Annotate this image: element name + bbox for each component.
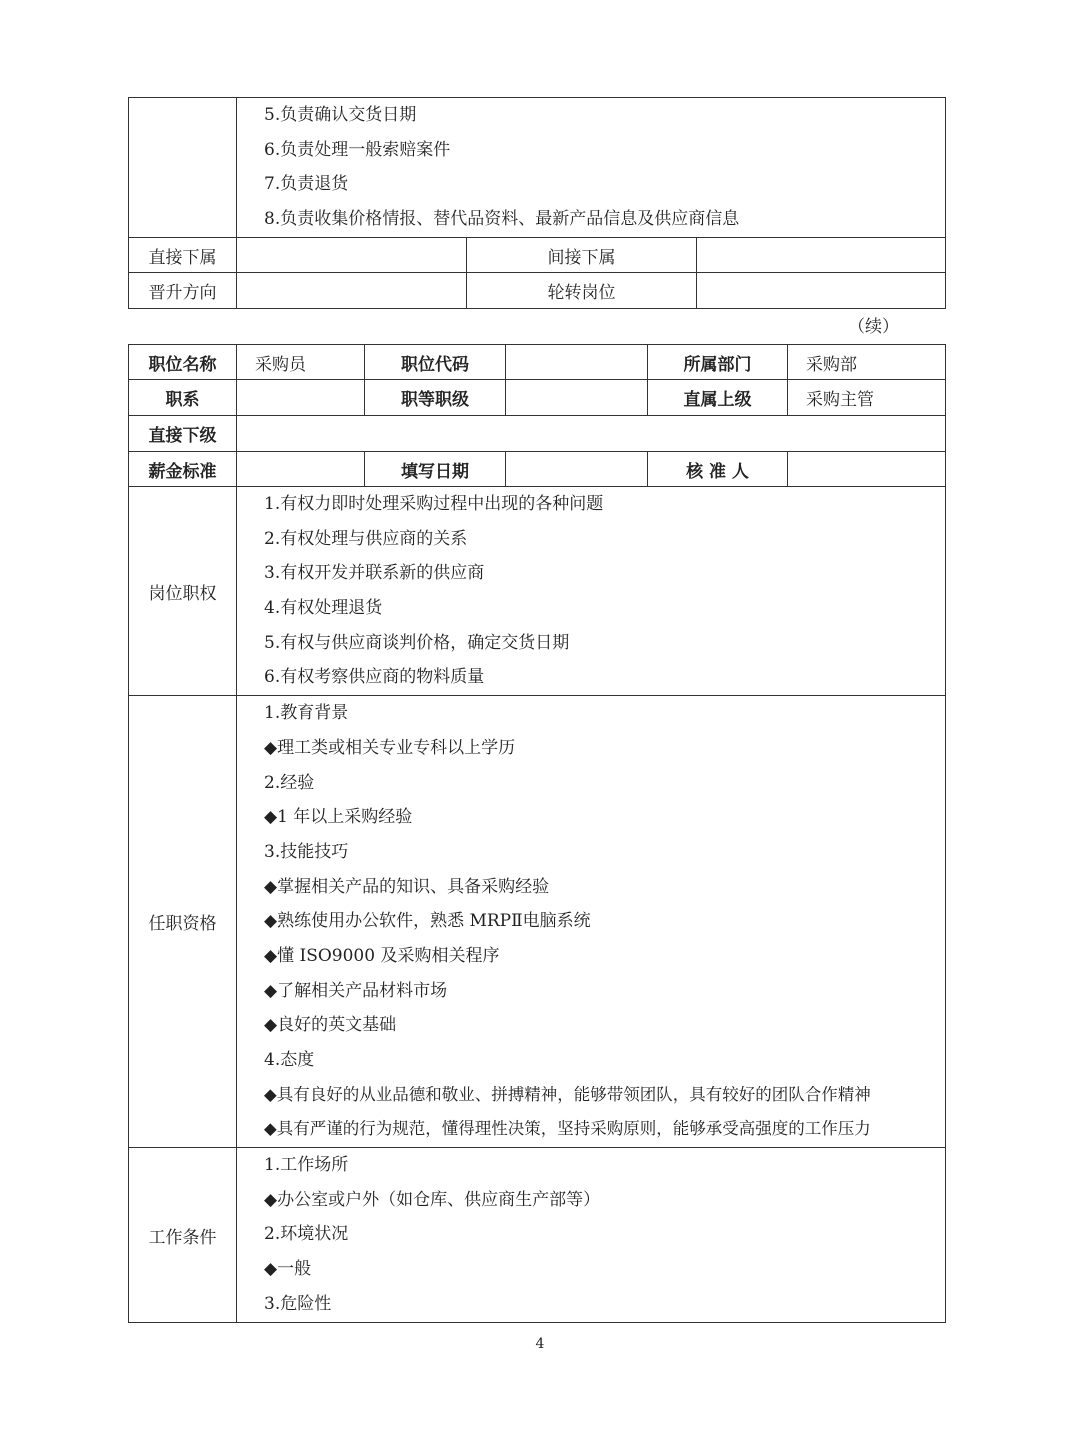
qualification-label: 任职资格: [129, 696, 237, 1148]
list-item: ◆了解相关产品材料市场: [264, 980, 448, 1001]
list-item: 3.危险性: [264, 1293, 332, 1314]
list-item: 1.教育背景: [264, 703, 349, 724]
conditions-items-cell: [237, 1148, 946, 1323]
fill-date-value: [506, 452, 648, 487]
list-item: 6.负责处理一般索赔案件: [264, 139, 451, 160]
supervisor-value: 采购主管: [788, 380, 946, 416]
indirect-subordinate-value: [697, 238, 946, 273]
position-name-label: 职位名称: [129, 345, 237, 380]
supervisor-label: 直属上级: [648, 380, 788, 416]
direct-subordinate-label: 直接下属: [129, 238, 237, 273]
list-item: 3.有权开发并联系新的供应商: [264, 563, 485, 584]
job-description-table: [128, 344, 946, 1323]
list-item: ◆具有良好的从业品德和敬业、拼搏精神，能够带领团队，具有较好的团队合作精神: [264, 1084, 871, 1104]
list-item: ◆良好的英文基础: [264, 1015, 397, 1036]
list-item: ◆懂 ISO9000 及采购相关程序: [264, 945, 500, 966]
job-family-label: 职系: [129, 380, 237, 416]
list-item: ◆理工类或相关专业专科以上学历: [264, 737, 516, 758]
list-item: ◆办公室或户外（如仓库、供应商生产部等）: [264, 1189, 601, 1210]
list-item: 3.技能技巧: [264, 841, 349, 862]
fill-date-label: 填写日期: [365, 452, 506, 487]
authority-label: 岗位职权: [129, 487, 237, 696]
list-item: ◆一般: [264, 1259, 312, 1280]
grade-label: 职等职级: [365, 380, 506, 416]
position-code-value: [506, 345, 648, 380]
department-value: 采购部: [788, 345, 946, 380]
list-item: 5.负责确认交货日期: [264, 105, 417, 125]
position-code-label: 职位代码: [365, 345, 506, 380]
list-item: ◆熟练使用办公软件，熟悉 MRPⅡ电脑系统: [264, 911, 591, 932]
list-item: 6.有权考察供应商的物料质量: [264, 667, 485, 688]
page-number: 4: [535, 1336, 545, 1352]
list-item: 2.环境状况: [264, 1224, 349, 1245]
list-item: ◆掌握相关产品的知识、具备采购经验: [264, 876, 550, 897]
job-family-value: [237, 380, 365, 416]
promotion-value: [237, 273, 467, 309]
grade-value: [506, 380, 648, 416]
duty-items-cell: [237, 98, 946, 238]
promotion-label: 晋升方向: [129, 273, 237, 309]
list-item: 2.经验: [264, 772, 315, 793]
indirect-subordinate-label: 间接下属: [467, 238, 697, 273]
qualification-items-cell: [237, 696, 946, 1148]
list-item: 1.工作场所: [264, 1155, 349, 1176]
department-label: 所属部门: [648, 345, 788, 380]
direct-subordinate-value: [237, 238, 467, 273]
rotation-value: [697, 273, 946, 309]
list-item: 7.负责退货: [264, 174, 349, 195]
list-item: 4.有权处理退货: [264, 598, 383, 619]
list-item: 1.有权力即时处理采购过程中出现的各种问题: [264, 494, 604, 514]
list-item: 4.态度: [264, 1050, 315, 1070]
subordinate-value: [237, 416, 946, 452]
salary-value: [237, 452, 365, 487]
list-item: 8.负责收集价格情报、替代品资料、最新产品信息及供应商信息: [264, 209, 740, 230]
list-item: ◆1 年以上采购经验: [264, 807, 413, 828]
subordinate-label: 直接下级: [129, 416, 237, 452]
approver-label: 核 准 人: [648, 452, 788, 487]
continued-mark: （续）: [848, 317, 899, 337]
salary-label: 薪金标准: [129, 452, 237, 487]
approver-value: [788, 452, 946, 487]
table-previous-continued: [128, 97, 946, 309]
list-item: 5.有权与供应商谈判价格，确定交货日期: [264, 632, 570, 653]
conditions-label: 工作条件: [129, 1148, 237, 1323]
duty-label-cell: [129, 98, 237, 238]
position-name-value: 采购员: [237, 345, 365, 380]
list-item: ◆具有严谨的行为规范，懂得理性决策，坚持采购原则，能够承受高强度的工作压力: [264, 1119, 871, 1139]
list-item: 2.有权处理与供应商的关系: [264, 528, 468, 549]
authority-items-cell: [237, 487, 946, 696]
rotation-label: 轮转岗位: [467, 273, 697, 309]
